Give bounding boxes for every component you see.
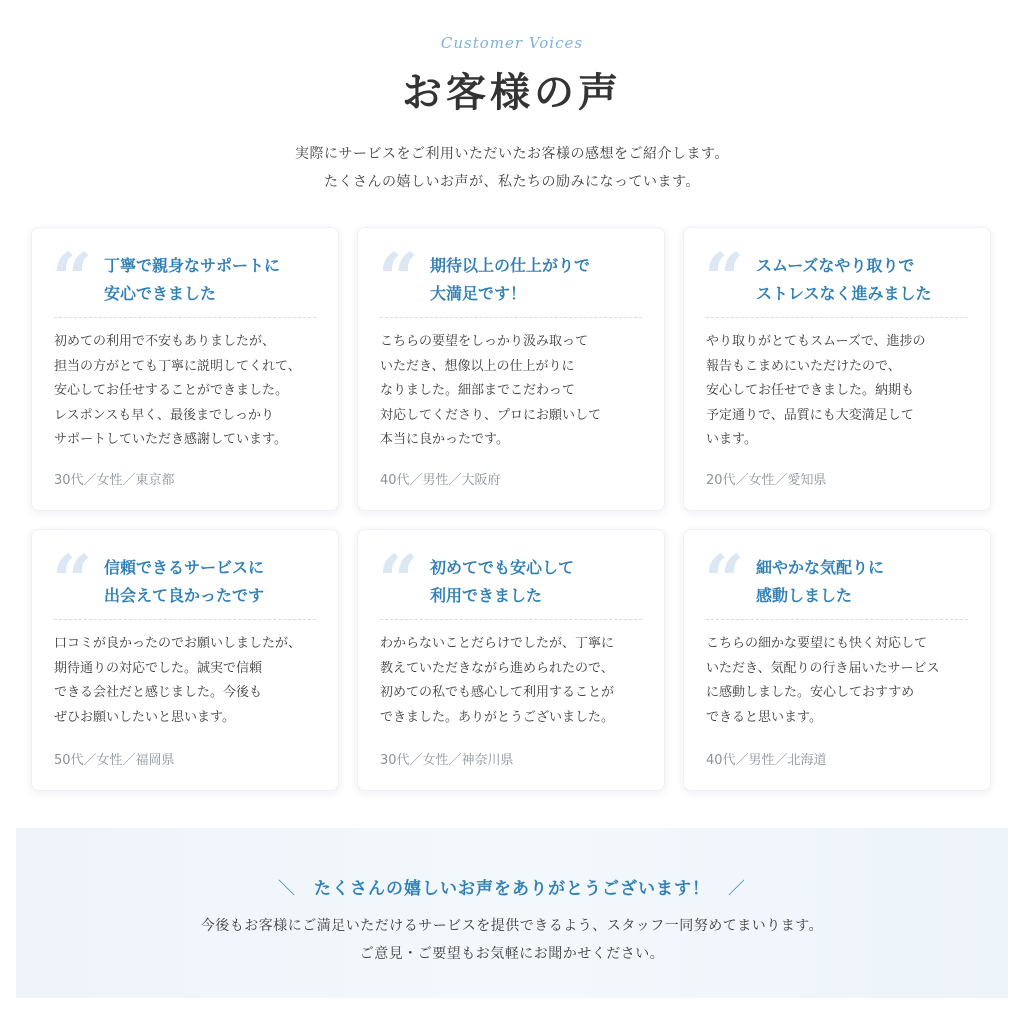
quote-icon: “ bbox=[52, 539, 93, 622]
testimonial-title-line: 初めてでも安心して bbox=[430, 558, 575, 577]
testimonial-body-line: 報告もこまめにいただけたので、 bbox=[706, 358, 901, 374]
backslash-decoration: ＼ bbox=[278, 879, 296, 899]
quote-icon: “ bbox=[704, 237, 745, 320]
testimonial-body-line: 本当に良かったです。 bbox=[380, 432, 509, 447]
testimonial-card bbox=[31, 529, 339, 791]
testimonial-body-line: 初めての利用で不安もありましたが、 bbox=[54, 334, 276, 349]
testimonial-title-line: 感動しました bbox=[756, 586, 853, 605]
card-divider bbox=[706, 619, 968, 620]
testimonial-title bbox=[430, 252, 656, 308]
banner-line: 今後もお客様にご満足いただけるサービスを提供できるよう、スタッフ一同努めてまいります。 bbox=[200, 918, 824, 934]
section-eyebrow: Customer Voices bbox=[440, 34, 584, 52]
testimonial-body-line: に感動しました。安心しておすすめ bbox=[706, 685, 915, 700]
testimonial-body-line: できました。ありがとうございました。 bbox=[380, 709, 615, 725]
testimonial-body-line: 期待通りの対応でした。誠実で信頼 bbox=[54, 660, 263, 676]
testimonial-body-line: できる会社だと感じました。今後も bbox=[54, 685, 263, 700]
banner-line: ご意見・ご要望もお気軽にお聞かせください。 bbox=[359, 946, 665, 962]
testimonial-title-line: 信頼できるサービスに bbox=[104, 558, 265, 577]
testimonial-body-line: 安心してお任せできました。納期も bbox=[706, 383, 915, 398]
testimonial-card bbox=[683, 529, 991, 791]
testimonial-body-line: サポートしていただき感謝しています。 bbox=[54, 432, 287, 447]
slash-decoration: ／ bbox=[728, 879, 746, 899]
card-divider bbox=[54, 619, 316, 620]
intro-line: たくさんの嬉しいお声が、私たちの励みになっています。 bbox=[324, 174, 700, 190]
testimonial-card bbox=[683, 227, 991, 511]
testimonial-body-line: レスポンスも早く、最後までしっかり bbox=[54, 407, 274, 423]
testimonial-card bbox=[357, 529, 665, 791]
testimonial-body-line: こちらの要望をしっかり汲み取って bbox=[380, 334, 589, 349]
customer-meta: 30代／女性／神奈川県 bbox=[380, 753, 514, 768]
testimonial-body bbox=[380, 632, 652, 730]
customer-meta: 30代／女性／東京都 bbox=[54, 473, 175, 488]
testimonial-body-line: 対応してくださり、プロにお願いして bbox=[380, 407, 602, 423]
testimonial-title-line: 安心できました bbox=[104, 284, 217, 303]
testimonial-body bbox=[54, 330, 326, 453]
testimonial-title bbox=[756, 554, 982, 610]
testimonial-body-line: 口コミが良かったのでお願いしましたが、 bbox=[54, 636, 302, 651]
quote-icon: “ bbox=[52, 237, 93, 320]
testimonial-body-line: いただき、気配りの行き届いたサービス bbox=[706, 660, 940, 676]
testimonial-body-line: 担当の方がとても丁寧に説明してくれて、 bbox=[54, 358, 301, 374]
testimonial-title-line: 細やかな気配りに bbox=[756, 558, 885, 577]
testimonial-body-line: なりました。細部までこだわって bbox=[380, 383, 575, 398]
banner-headline-row bbox=[16, 874, 1008, 899]
testimonial-title-line: 利用できました bbox=[430, 586, 543, 605]
customer-meta: 40代／男性／北海道 bbox=[706, 753, 827, 768]
testimonial-title-line: 出会えて良かったです bbox=[104, 586, 265, 605]
page-title: お客様の声 bbox=[402, 70, 622, 116]
testimonial-title bbox=[756, 252, 982, 308]
banner-text bbox=[16, 912, 1008, 968]
intro-text bbox=[0, 140, 1024, 196]
testimonial-body-line: こちらの細かな要望にも快く対応して bbox=[706, 636, 928, 651]
testimonial-title-line: 丁寧で親身なサポートに bbox=[104, 256, 281, 275]
testimonial-body bbox=[380, 330, 652, 453]
testimonial-body-line: できると思います。 bbox=[706, 709, 822, 725]
testimonial-body bbox=[706, 330, 978, 453]
testimonial-title bbox=[430, 554, 656, 610]
testimonial-title-line: 期待以上の仕上がりで bbox=[430, 256, 591, 275]
quote-icon: “ bbox=[704, 539, 745, 622]
card-divider bbox=[380, 317, 642, 318]
testimonial-body-line: ぜひお願いしたいと思います。 bbox=[54, 709, 235, 725]
thank-you-banner bbox=[16, 828, 1008, 998]
testimonial-body-line: やり取りがとてもスムーズで、進捗の bbox=[706, 334, 926, 349]
card-divider bbox=[54, 317, 316, 318]
testimonial-body bbox=[54, 632, 326, 730]
testimonial-body-line: います。 bbox=[706, 432, 757, 447]
testimonial-title-line: 大満足です！ bbox=[430, 284, 527, 303]
testimonial-body bbox=[706, 632, 978, 730]
testimonial-card bbox=[357, 227, 665, 511]
testimonial-body-line: 安心してお任せすることができました。 bbox=[54, 383, 289, 398]
quote-icon: “ bbox=[378, 539, 419, 622]
testimonial-title-line: ストレスなく進みました bbox=[756, 284, 932, 303]
testimonial-title-line: スムーズなやり取りで bbox=[756, 256, 915, 275]
testimonial-body-line: 初めての私でも感心して利用することが bbox=[380, 685, 615, 700]
testimonial-card bbox=[31, 227, 339, 511]
testimonial-body-line: いただき、想像以上の仕上がりに bbox=[380, 358, 575, 374]
card-divider bbox=[380, 619, 642, 620]
customer-meta: 50代／女性／福岡県 bbox=[54, 753, 175, 768]
testimonial-body-line: 教えていただきながら進められたので、 bbox=[380, 660, 614, 676]
customer-meta: 40代／男性／大阪府 bbox=[380, 473, 501, 488]
testimonial-title bbox=[104, 554, 330, 610]
banner-headline: たくさんの嬉しいお声をありがとうございます！ bbox=[314, 879, 710, 899]
testimonial-body-line: わからないことだらけでしたが、丁寧に bbox=[380, 636, 615, 651]
testimonial-title bbox=[104, 252, 330, 308]
intro-line: 実際にサービスをご利用いただいたお客様の感想をご紹介します。 bbox=[295, 146, 729, 162]
quote-icon: “ bbox=[378, 237, 419, 320]
testimonial-body-line: 予定通りで、品質にも大変満足して bbox=[706, 407, 914, 423]
customer-meta: 20代／女性／愛知県 bbox=[706, 473, 827, 488]
card-divider bbox=[706, 317, 968, 318]
